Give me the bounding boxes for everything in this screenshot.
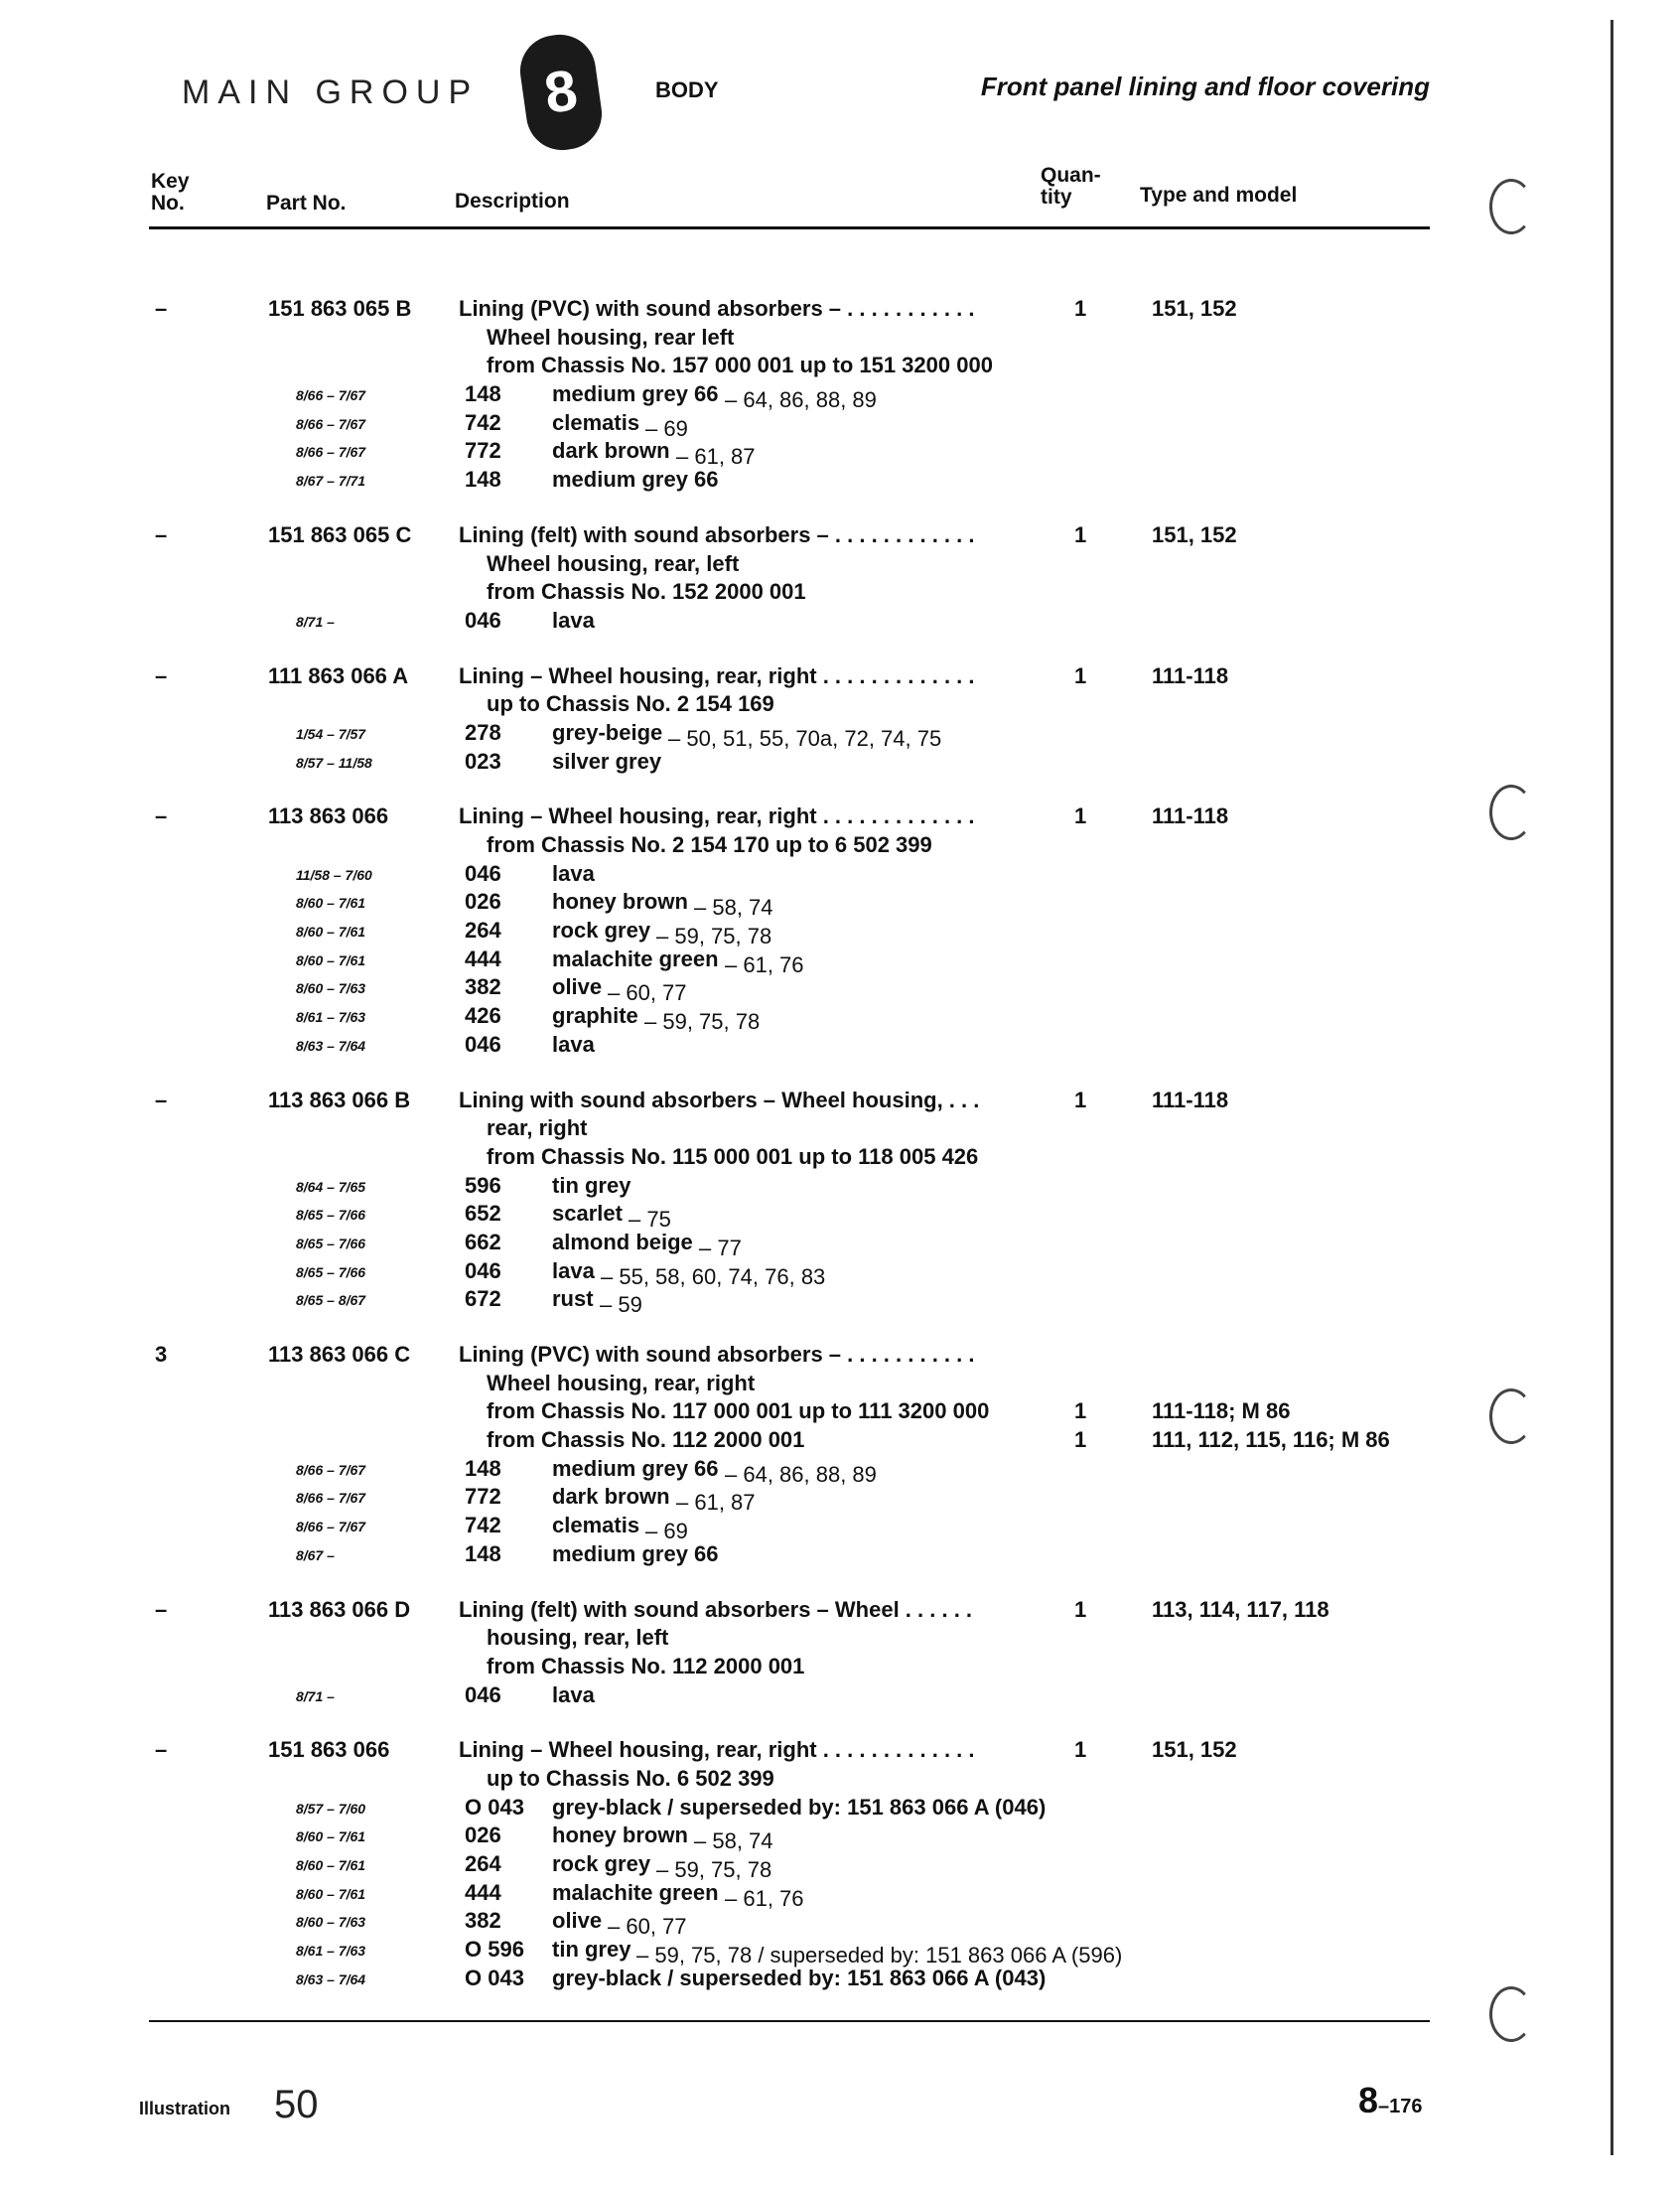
production-date-range: 8/66 – 7/67	[296, 1519, 366, 1535]
color-code: 046	[465, 860, 501, 886]
type-model: 151, 152	[1152, 296, 1237, 321]
color-note: – 61, 87	[676, 1490, 756, 1516]
color-variant-row	[149, 467, 1430, 496]
part-row	[149, 663, 1430, 692]
color-code: 772	[465, 438, 501, 464]
main-group-label: MAIN GROUP	[182, 73, 480, 111]
key-number: 3	[155, 1342, 168, 1367]
page-number-major: 8	[1358, 2080, 1379, 2120]
description-line: up to Chassis No. 6 502 399	[487, 1765, 774, 1791]
type-model: 111, 112, 115, 116; M 86	[1152, 1427, 1390, 1453]
color-code: 596	[465, 1172, 501, 1198]
color-code: 382	[465, 974, 501, 1000]
color-code: 046	[465, 607, 501, 633]
color-variant-row	[149, 1258, 1430, 1287]
color-name: lava	[552, 860, 595, 886]
type-model: 151, 152	[1152, 1737, 1237, 1763]
description-line: Wheel housing, rear left	[487, 324, 735, 350]
color-name: rust	[552, 1286, 594, 1312]
part-number: 113 863 066	[268, 803, 389, 829]
part-number: 113 863 066 D	[268, 1596, 411, 1622]
description-continuation-row	[149, 353, 1430, 381]
color-variant-row	[149, 1173, 1430, 1202]
production-date-range: 8/63 – 7/64	[296, 1037, 366, 1054]
part-row	[149, 1597, 1430, 1626]
footer-rule	[149, 2020, 1430, 2022]
color-variant-row	[149, 1908, 1430, 1940]
row-spacer	[149, 1570, 1430, 1597]
color-code: O 596	[465, 1937, 524, 1963]
type-model: 111-118	[1152, 803, 1229, 829]
color-note: – 55, 58, 60, 74, 76, 83	[601, 1263, 826, 1289]
production-date-range: 8/60 – 7/63	[296, 980, 366, 997]
description-continuation-row	[149, 551, 1430, 580]
part-description: Lining – Wheel housing, rear, right . . . . . . . . . . . . .	[459, 1737, 975, 1763]
color-note: – 50, 51, 55, 70a, 72, 74, 75	[668, 725, 942, 751]
production-date-range: 8/60 – 7/61	[296, 1828, 366, 1845]
type-model: 113, 114, 117, 118	[1152, 1596, 1330, 1622]
description-line: Wheel housing, rear, right	[487, 1370, 756, 1395]
quantity: 1	[1074, 296, 1087, 321]
description-continuation-row	[149, 325, 1430, 354]
color-name: olive	[552, 974, 603, 1000]
production-date-range: 11/58 – 7/60	[296, 866, 372, 883]
color-variant-row	[149, 1484, 1430, 1516]
description-continuation-row	[149, 1427, 1430, 1456]
production-date-range: 8/60 – 7/61	[296, 1885, 366, 1902]
row-spacer	[149, 777, 1430, 803]
color-note: – 59, 75, 78	[644, 1009, 761, 1035]
production-date-range: 8/65 – 7/66	[296, 1235, 366, 1251]
part-number: 113 863 066 B	[268, 1087, 411, 1112]
color-variant-row	[149, 410, 1430, 439]
key-number: –	[155, 1087, 168, 1112]
description-line: from Chassis No. 112 2000 001	[487, 1653, 805, 1678]
color-note: – 60, 77	[608, 1914, 687, 1940]
quantity: 1	[1074, 1737, 1087, 1763]
page-title: Front panel lining and floor covering	[980, 72, 1430, 101]
row-spacer	[149, 1710, 1430, 1737]
description-line: Wheel housing, rear, left	[487, 550, 740, 576]
quantity: 1	[1074, 662, 1087, 688]
production-date-range: 8/66 – 7/67	[296, 415, 366, 432]
color-note: – 64, 86, 88, 89	[725, 387, 877, 413]
color-note: – 61, 87	[676, 444, 756, 470]
color-variant-row	[149, 1513, 1430, 1544]
color-code: 026	[465, 889, 501, 915]
production-date-range: 8/60 – 7/63	[296, 1914, 366, 1931]
description-continuation-row	[149, 832, 1430, 861]
color-code: 148	[465, 1455, 501, 1481]
color-code: 444	[465, 1879, 501, 1905]
color-variant-row	[149, 608, 1430, 637]
color-note: – 69	[645, 1519, 688, 1544]
part-row	[149, 1342, 1430, 1371]
color-note: – 75	[629, 1207, 671, 1233]
color-variant-row	[149, 1230, 1430, 1258]
color-variant-row	[149, 720, 1430, 749]
color-note: – 58, 74	[694, 1828, 773, 1854]
color-note: – 59, 75, 78	[656, 924, 772, 949]
color-variant-row	[149, 1682, 1430, 1711]
color-note: – 60, 77	[608, 980, 687, 1006]
description-line: from Chassis No. 115 000 001 up to 118 005 426	[487, 1143, 979, 1169]
color-code: 046	[465, 1257, 501, 1283]
color-note: – 59, 75, 78 / superseded by: 151 863 066 A (596)	[636, 1943, 1123, 1968]
description-line: from Chassis No. 157 000 001 up to 151 3200 000	[487, 353, 993, 378]
production-date-range: 8/60 – 7/61	[296, 951, 366, 968]
description-line: from Chassis No. 117 000 001 up to 111 3200 000	[487, 1398, 990, 1424]
color-note: – 64, 86, 88, 89	[725, 1461, 877, 1487]
color-name: clematis	[552, 409, 640, 435]
color-variant-row	[149, 1032, 1430, 1061]
description-continuation-row	[149, 1115, 1430, 1144]
color-code: 026	[465, 1822, 501, 1848]
production-date-range: 8/66 – 7/67	[296, 1490, 366, 1507]
color-name: grey-black / superseded by: 151 863 066 A (046)	[552, 1794, 1047, 1820]
description-continuation-row	[149, 1398, 1430, 1427]
quantity: 1	[1074, 521, 1087, 547]
color-name: lava	[552, 1681, 595, 1707]
col-quantity: Quan- tity	[1041, 164, 1101, 209]
color-variant-row	[149, 1456, 1430, 1485]
production-date-range: 8/65 – 7/66	[296, 1263, 366, 1280]
color-note: – 61, 76	[725, 1885, 804, 1911]
key-number: –	[155, 1596, 168, 1622]
col-part-no: Part No.	[266, 192, 347, 215]
color-name: scarlet	[552, 1201, 623, 1227]
color-note: – 58, 74	[694, 895, 773, 921]
production-date-range: 8/60 – 7/61	[296, 1857, 366, 1873]
color-note: – 59, 75, 78	[656, 1857, 772, 1882]
color-code: 742	[465, 1513, 501, 1538]
description-line: from Chassis No. 112 2000 001	[487, 1427, 805, 1453]
color-code: 672	[465, 1286, 501, 1312]
part-number: 151 863 065 B	[268, 296, 412, 321]
color-name: silver grey	[552, 748, 662, 774]
part-description: Lining with sound absorbers – Wheel housing, . . .	[459, 1087, 980, 1112]
quantity: 1	[1074, 1398, 1087, 1424]
color-name: honey brown	[552, 1822, 688, 1848]
part-description: Lining – Wheel housing, rear, right . . . . . . . . . . . . .	[459, 803, 975, 829]
quantity: 1	[1074, 1427, 1087, 1453]
color-variant-row	[149, 1966, 1430, 1994]
part-row	[149, 296, 1430, 325]
production-date-range: 8/67 –	[296, 1546, 335, 1563]
binder-hole	[1489, 179, 1533, 234]
header-rule	[149, 226, 1430, 229]
color-code: 023	[465, 748, 501, 774]
color-name: clematis	[552, 1513, 640, 1538]
color-code: 742	[465, 409, 501, 435]
color-code: 382	[465, 1908, 501, 1934]
parts-list	[149, 296, 1430, 1993]
key-number: –	[155, 803, 168, 829]
color-name: dark brown	[552, 1484, 670, 1510]
color-note: – 61, 76	[725, 951, 804, 977]
part-number: 151 863 066	[268, 1737, 390, 1763]
group-number-badge: 8	[515, 30, 606, 154]
color-code: 278	[465, 719, 501, 745]
color-variant-row	[149, 1795, 1430, 1823]
color-name: medium grey 66	[552, 1540, 719, 1566]
color-name: almond beige	[552, 1229, 693, 1254]
part-number: 151 863 065 C	[268, 521, 412, 547]
production-date-range: 8/66 – 7/67	[296, 444, 366, 461]
production-date-range: 8/71 –	[296, 1687, 335, 1704]
page-number	[1358, 2080, 1423, 2121]
color-variant-row	[149, 749, 1430, 778]
row-spacer	[149, 496, 1430, 522]
part-row	[149, 803, 1430, 832]
part-description: Lining – Wheel housing, rear, right . . . . . . . . . . . . .	[459, 662, 975, 688]
description-continuation-row	[149, 1371, 1430, 1399]
binder-hole	[1489, 785, 1533, 840]
color-name: tin grey	[552, 1937, 631, 1963]
production-date-range: 8/57 – 7/60	[296, 1800, 366, 1817]
row-spacer	[149, 637, 1430, 663]
color-code: 148	[465, 1540, 501, 1566]
binder-spine	[1610, 20, 1613, 2155]
color-name: grey-beige	[552, 719, 663, 745]
color-variant-row	[149, 1822, 1430, 1854]
color-variant-row	[149, 974, 1430, 1006]
production-date-range: 8/71 –	[296, 613, 335, 630]
production-date-range: 8/65 – 8/67	[296, 1292, 366, 1309]
row-spacer	[149, 1061, 1430, 1088]
production-date-range: 8/63 – 7/64	[296, 1970, 366, 1987]
color-code: 148	[465, 381, 501, 407]
illustration-number: 50	[274, 2083, 319, 2126]
color-name: lava	[552, 1031, 595, 1057]
col-description: Description	[455, 190, 570, 213]
color-variant-row	[149, 889, 1430, 921]
description-line: up to Chassis No. 2 154 169	[487, 691, 774, 717]
description-line: from Chassis No. 2 154 170 up to 6 502 399	[487, 832, 932, 857]
color-note: – 77	[699, 1235, 742, 1260]
color-variant-row	[149, 1201, 1430, 1233]
part-row	[149, 522, 1430, 551]
key-number: –	[155, 521, 168, 547]
color-code: 046	[465, 1031, 501, 1057]
part-row	[149, 1088, 1430, 1116]
description-line: rear, right	[487, 1115, 588, 1141]
production-date-range: 8/61 – 7/63	[296, 1009, 366, 1026]
color-code: 652	[465, 1201, 501, 1227]
color-name: lava	[552, 607, 595, 633]
color-name: dark brown	[552, 438, 670, 464]
production-date-range: 1/54 – 7/57	[296, 725, 366, 742]
color-code: 148	[465, 467, 501, 493]
color-code: 264	[465, 1851, 501, 1876]
description-continuation-row	[149, 1654, 1430, 1682]
color-name: rock grey	[552, 918, 651, 944]
color-code: O 043	[465, 1794, 524, 1820]
type-model: 111-118	[1152, 662, 1229, 688]
illustration-label: Illustration	[139, 2099, 231, 2118]
part-description: Lining (PVC) with sound absorbers – . . . . . . . . . . .	[459, 296, 975, 321]
color-note: – 69	[645, 415, 688, 441]
color-variant-row	[149, 918, 1430, 947]
production-date-range: 8/60 – 7/61	[296, 924, 366, 941]
part-number: 111 863 066 A	[268, 662, 409, 688]
description-continuation-row	[149, 1144, 1430, 1173]
color-code: 772	[465, 1484, 501, 1510]
quantity: 1	[1074, 1087, 1087, 1112]
col-type-model: Type and model	[1140, 184, 1298, 207]
binder-hole	[1489, 1986, 1533, 2042]
production-date-range: 8/60 – 7/61	[296, 895, 366, 912]
color-name: graphite	[552, 1003, 638, 1029]
quantity: 1	[1074, 803, 1087, 829]
color-variant-row	[149, 1541, 1430, 1570]
color-code: 662	[465, 1229, 501, 1254]
part-description: Lining (PVC) with sound absorbers – . . . . . . . . . . .	[459, 1342, 975, 1367]
color-code: O 043	[465, 1965, 524, 1990]
color-variant-row	[149, 947, 1430, 975]
description-continuation-row	[149, 579, 1430, 608]
color-name: malachite green	[552, 1879, 719, 1905]
color-name: honey brown	[552, 889, 688, 915]
type-model: 151, 152	[1152, 521, 1237, 547]
production-date-range: 8/67 – 7/71	[296, 473, 366, 490]
part-description: Lining (felt) with sound absorbers – . . . . . . . . . . . .	[459, 521, 975, 547]
quantity: 1	[1074, 1596, 1087, 1622]
production-date-range: 8/57 – 11/58	[296, 754, 372, 771]
color-code: 264	[465, 918, 501, 944]
col-key-no: Key No.	[151, 170, 190, 215]
color-name: tin grey	[552, 1172, 631, 1198]
color-code: 444	[465, 946, 501, 971]
description-line: housing, rear, left	[487, 1625, 669, 1651]
binder-hole	[1489, 1388, 1533, 1444]
part-number: 113 863 066 C	[268, 1342, 411, 1367]
color-name: rock grey	[552, 1851, 651, 1876]
color-name: olive	[552, 1908, 603, 1934]
description-continuation-row	[149, 1766, 1430, 1795]
color-name: medium grey 66	[552, 467, 719, 493]
color-variant-row	[149, 861, 1430, 890]
part-description: Lining (felt) with sound absorbers – Wheel . . . . . .	[459, 1596, 973, 1622]
type-model: 111-118	[1152, 1087, 1229, 1112]
color-code: 046	[465, 1681, 501, 1707]
description-line: from Chassis No. 152 2000 001	[487, 579, 806, 605]
color-name: medium grey 66	[552, 1455, 719, 1481]
color-variant-row	[149, 1937, 1430, 1966]
color-variant-row	[149, 381, 1430, 413]
production-date-range: 8/66 – 7/67	[296, 387, 366, 404]
production-date-range: 8/64 – 7/65	[296, 1178, 366, 1195]
key-number: –	[155, 662, 168, 688]
description-continuation-row	[149, 691, 1430, 720]
color-variant-row	[149, 1851, 1430, 1880]
color-code: 426	[465, 1003, 501, 1029]
page-number-minor: –176	[1378, 2096, 1423, 2117]
color-name: lava	[552, 1257, 595, 1283]
color-variant-row	[149, 1003, 1430, 1035]
color-variant-row	[149, 438, 1430, 470]
color-note: – 59	[600, 1292, 642, 1318]
color-variant-row	[149, 1880, 1430, 1909]
key-number: –	[155, 296, 168, 321]
description-continuation-row	[149, 1625, 1430, 1654]
color-name: malachite green	[552, 946, 719, 971]
color-name: grey-black / superseded by: 151 863 066 A (043)	[552, 1965, 1047, 1990]
section-label: BODY	[655, 77, 719, 102]
key-number: –	[155, 1737, 168, 1763]
production-date-range: 8/61 – 7/63	[296, 1943, 366, 1960]
color-variant-row	[149, 1286, 1430, 1318]
type-model: 111-118; M 86	[1152, 1398, 1291, 1424]
color-name: medium grey 66	[552, 381, 719, 407]
production-date-range: 8/65 – 7/66	[296, 1207, 366, 1224]
part-row	[149, 1737, 1430, 1766]
row-spacer	[149, 1315, 1430, 1342]
production-date-range: 8/66 – 7/67	[296, 1461, 366, 1478]
